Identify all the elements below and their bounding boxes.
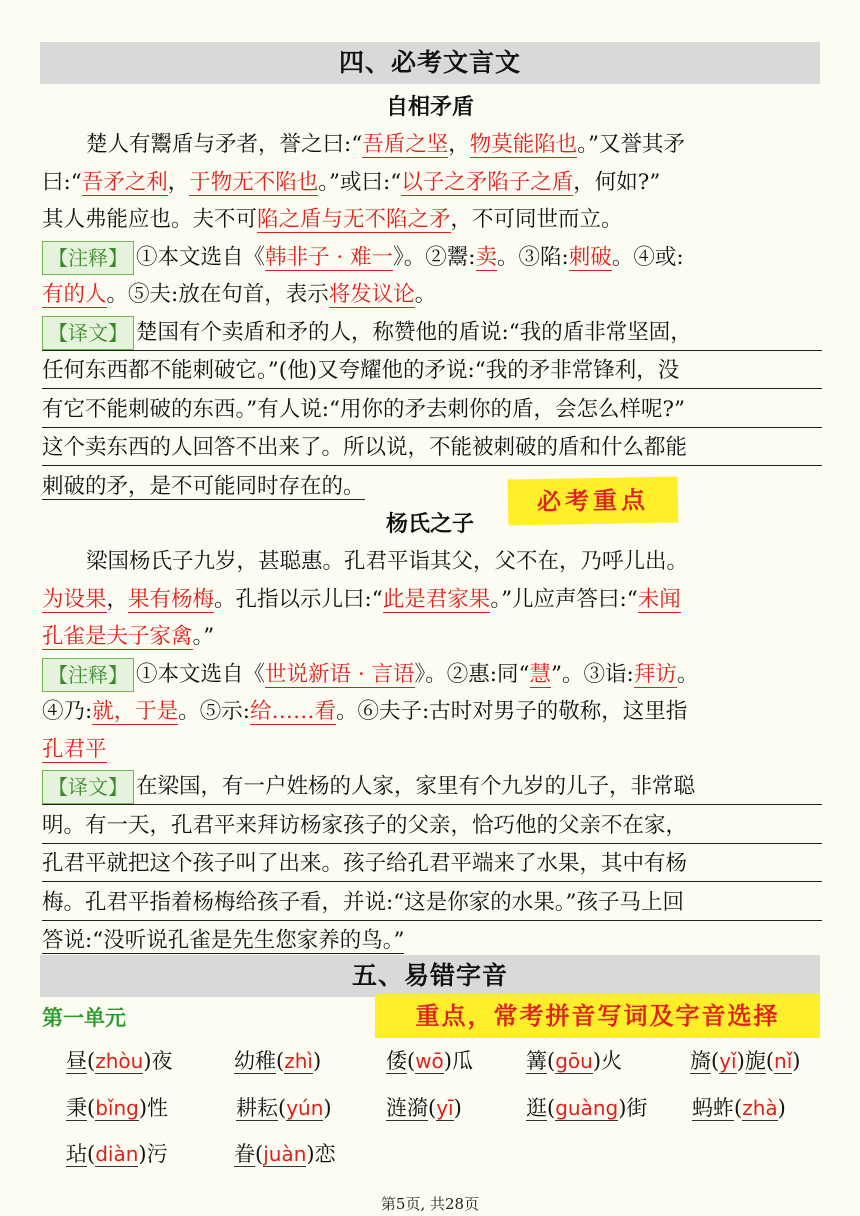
keypoint: 刺破: [568, 244, 612, 270]
char: 倭: [386, 1049, 407, 1073]
story1-trans-line2: 任何东西都不能刺破它。”(他)又夸耀他的矛说:“我的矛非常锋利，没: [42, 352, 822, 389]
keypoint: 物莫能陷也: [469, 132, 578, 157]
text: 楚人有鬻盾与矛者，誉之曰:“: [86, 132, 363, 157]
char: 耕耘: [236, 1096, 278, 1120]
story1-trans-line5: [42, 468, 822, 506]
keypoint: 吾矛之利: [81, 169, 168, 195]
story-title-2: 杨氏之子: [385, 511, 474, 537]
story1-trans-line1: [42, 314, 822, 351]
char: 眷: [234, 1142, 255, 1166]
story1-note-line2: [42, 276, 822, 314]
pinyin: yǐ: [719, 1049, 737, 1073]
keypoint: 以子之矛陷子之盾: [401, 169, 574, 195]
keypoint: 孔雀是夫子家禽: [42, 624, 193, 649]
char: 性: [147, 1096, 169, 1120]
note-tag-label: 注释: [68, 245, 108, 270]
note-tag: 【注释】: [42, 241, 134, 275]
text: 。”: [192, 624, 215, 649]
story1-block: [42, 126, 822, 505]
pinyin-item: 幼稚(zhì): [234, 1049, 322, 1073]
keypoint: 未闻: [637, 586, 681, 612]
pinyin: yī: [436, 1096, 454, 1120]
text: 刺破的矛，是不可能同时存在的。: [42, 473, 365, 499]
text: 。”或曰:“: [318, 169, 402, 195]
pinyin-item: 旖(yǐ)旎(nǐ): [690, 1049, 801, 1073]
keypoint: 有的人: [42, 282, 107, 307]
pinyin: wō: [415, 1049, 444, 1073]
text: 。③陷:: [497, 244, 569, 270]
char: 旖: [690, 1049, 711, 1073]
trans-tag-label: 译文: [68, 320, 108, 345]
char: 夜: [151, 1049, 173, 1073]
story1-note-line1: [42, 239, 822, 277]
text: ①本文选自《: [136, 244, 266, 270]
text: ”。③诣:: [551, 661, 634, 687]
pinyin-item: 逛(guàng)街: [526, 1096, 648, 1120]
char: 逛: [526, 1096, 547, 1120]
pinyin: guàng: [555, 1096, 619, 1120]
story2-trans-line4: 梅。孔君平指着杨梅给孩子看，并说:“这是你家的水果。”孩子马上回: [42, 884, 822, 921]
text: 》。②惠:同“: [414, 661, 530, 687]
story2-line1: 梁国杨氏子九岁，甚聪惠。孔君平诣其父，父不在，乃呼儿出。: [86, 549, 689, 574]
story2-trans-line2: 明。有一天，孔君平来拜访杨家孩子的父亲，恰巧他的父亲不在家，: [42, 807, 822, 844]
note-tag-label: 注释: [68, 662, 108, 687]
pinyin: gōu: [555, 1049, 593, 1073]
story1-line1: [42, 126, 822, 164]
keypoint: 拜访: [633, 661, 677, 687]
text: 在梁国，有一户姓杨的人家，家里有个九岁的儿子，非常聪: [136, 774, 696, 799]
text: ④乃:: [42, 699, 93, 724]
keypoint: 孔君平: [42, 736, 107, 762]
story2-line2: [42, 581, 822, 619]
text: 。: [414, 282, 437, 307]
story2-note-line2: [42, 693, 822, 731]
unit-label: 第一单元: [42, 1005, 126, 1030]
keypoint: 韩非子 · 难一: [265, 244, 394, 270]
story1-trans-line3: 有它不能刺破的东西。”有人说:“用你的矛去刺你的盾，会怎么样呢?”: [42, 391, 822, 428]
text: 。④或:: [611, 244, 684, 270]
pinyin: zhì: [284, 1049, 313, 1073]
pinyin: juàn: [263, 1142, 307, 1166]
trans-tag: 【译文】: [42, 316, 134, 350]
text: 。⑥夫子:古时对男子的敬称，这里指: [336, 699, 688, 724]
keypoint: 慧: [529, 661, 552, 687]
page-footer: 第5页, 共28页: [380, 1195, 480, 1213]
text: 。”又誉其矛: [577, 132, 686, 157]
pinyin: zhà: [742, 1096, 778, 1120]
keypoint: 就，于是: [92, 699, 179, 724]
pinyin-item: 秉(bǐng)性: [66, 1096, 169, 1120]
keypoint: 将发议论: [328, 282, 415, 307]
story1-line3: [42, 201, 822, 239]
text: 》。②鬻:: [393, 244, 476, 270]
key-point-stamp: 必考重点: [508, 477, 679, 526]
char: 秉: [66, 1096, 87, 1120]
pinyin-item: 眷(juàn)恋: [234, 1142, 336, 1166]
text: 其人弗能应也。夫不可: [42, 207, 258, 232]
keypoint: 为设果: [42, 586, 107, 612]
text: 曰:“: [42, 169, 82, 195]
keypoint: 于物无不陷也: [189, 169, 319, 195]
story2-line3: [42, 618, 822, 656]
text: ，: [167, 169, 190, 195]
keypoint: 此是君家果: [382, 586, 491, 612]
text: ①本文选自《: [136, 661, 266, 687]
pinyin-item: 昼(zhòu)夜: [66, 1049, 173, 1073]
char: 篝: [526, 1049, 547, 1073]
text: ，何如?”: [573, 169, 661, 195]
char: 火: [601, 1049, 623, 1073]
pinyin: bǐng: [95, 1096, 139, 1120]
char: 旎: [744, 1049, 766, 1073]
story2-trans-line1: [42, 768, 822, 805]
keypoint: 世说新语 · 言语: [265, 661, 415, 687]
note-tag: 【注释】: [42, 658, 134, 692]
pinyin-item: 篝(gōu)火: [526, 1049, 623, 1073]
text: 。孔指以示儿曰:“: [214, 586, 383, 612]
text: 。: [676, 661, 699, 687]
story1-line2: [42, 164, 822, 202]
char: 恋: [314, 1142, 336, 1166]
char: 涟漪: [386, 1096, 428, 1120]
text: 楚国有个卖盾和矛的人，称赞他的盾说:“我的盾非常坚固，: [136, 319, 692, 345]
keypoint: 陷之盾与无不陷之矛: [257, 207, 451, 232]
key-point-stamp-2: 重点，常考拼音写词及字音选择: [375, 994, 820, 1038]
text: ，: [106, 586, 129, 612]
trans-tag-label: 译文: [68, 775, 108, 799]
text: 。⑤示:: [178, 699, 251, 724]
section-title-4: 四、必考文言文: [40, 42, 820, 84]
trans-tag: 【译文】: [42, 770, 134, 804]
story2-note-line1: [42, 656, 822, 694]
text: 。⑤夫:放在句首，表示: [106, 282, 329, 307]
char: 昼: [66, 1049, 87, 1073]
char: 瓜: [452, 1049, 473, 1073]
keypoint: 果有杨梅: [128, 586, 215, 612]
pinyin: nǐ: [774, 1049, 793, 1073]
story2-trans-line3: 孔君平就把这个孩子叫了出来。孩子给孔君平端来了水果，其中有杨: [42, 845, 822, 882]
char: 街: [626, 1096, 648, 1120]
pinyin: zhòu: [95, 1049, 144, 1073]
keypoint: 给……看: [250, 699, 337, 724]
story-title-1: 自相矛盾: [385, 94, 474, 120]
pinyin-item: 涟漪(yī): [386, 1096, 462, 1120]
text: 。”儿应声答曰:“: [490, 586, 638, 612]
text: 答说:“没听说孔雀是先生您家养的鸟。”: [42, 928, 405, 953]
text: ，不可同世而立。: [450, 207, 623, 232]
pinyin-item: 倭(wō)瓜: [386, 1049, 473, 1073]
pinyin-item: 玷(diàn)污: [66, 1142, 168, 1166]
pinyin-item: 耕耘(yún): [236, 1096, 332, 1120]
keypoint: 卖: [475, 244, 498, 270]
story2-trans-line5: [42, 922, 822, 960]
pinyin-item: 蚂蚱(zhà): [692, 1096, 786, 1120]
story1-trans-line4: 这个卖东西的人回答不出来了。所以说，不能被刺破的盾和什么都能: [42, 429, 822, 466]
keypoint: 吾盾之坚: [362, 132, 449, 157]
char: 玷: [66, 1142, 87, 1166]
story2-note-line3: [42, 731, 822, 769]
char: 幼稚: [234, 1049, 276, 1073]
char: 蚂蚱: [692, 1096, 734, 1120]
text: ，: [448, 132, 470, 157]
pinyin: yún: [286, 1096, 324, 1120]
pinyin: diàn: [95, 1142, 139, 1166]
section-title-5: 五、易错字音: [40, 955, 820, 997]
char: 污: [146, 1142, 168, 1166]
story2-block: [42, 543, 822, 960]
